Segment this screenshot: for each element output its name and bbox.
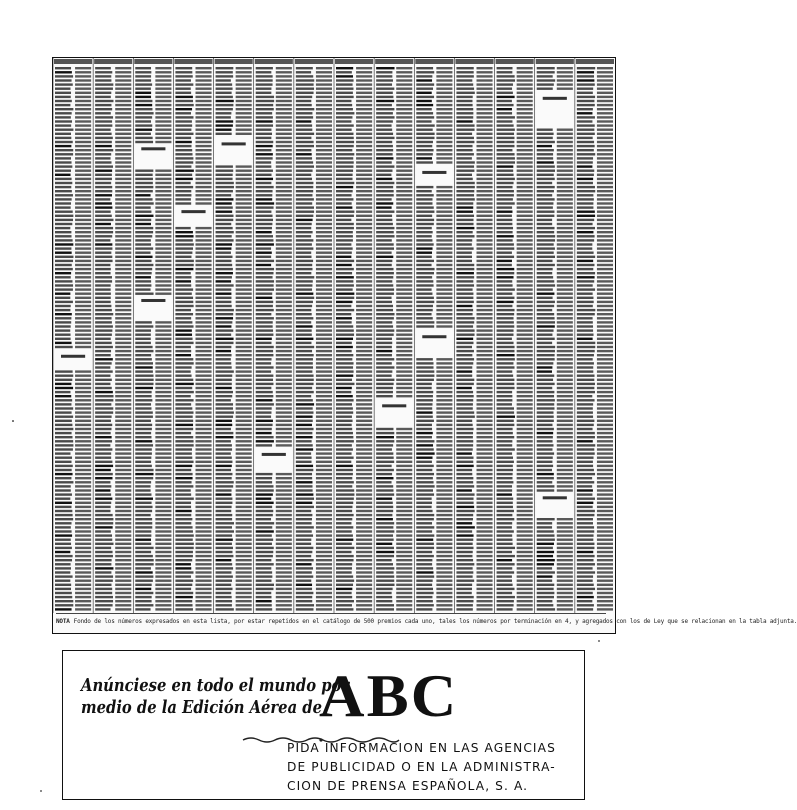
abc-logo: ABC <box>319 663 459 729</box>
abc-air-edition-advertisement <box>62 650 585 800</box>
footnote-rule <box>56 613 606 614</box>
ad-info-line-1: PIDA INFORMACION EN LAS AGENCIAS <box>287 741 556 755</box>
ad-info-line-3: CION DE PRENSA ESPAÑOLA, S. A. <box>287 779 529 793</box>
print-speck <box>40 790 42 792</box>
footnote-label: NOTA <box>56 618 70 625</box>
lottery-results-table <box>52 57 616 634</box>
ad-headline-line-2: medio de la Edición Aérea de <box>81 697 322 718</box>
number-texture <box>53 58 614 613</box>
ad-headline-line-1: Anúnciese en todo el mundo por <box>81 675 350 696</box>
table-footnote <box>56 616 797 628</box>
footnote-text: Fondo de los números expresados en esta lista, por estar repetidos en el catálogo de 500 premios cada uno, tales los números por terminación en 4, y agregados con los de Ley que se relacionan en la tabla adjunta. <box>73 618 797 625</box>
print-speck <box>12 420 14 422</box>
print-speck <box>598 640 600 642</box>
ad-info-line-2: DE PUBLICIDAD O EN LA ADMINISTRA- <box>287 760 556 774</box>
lottery-number-columns <box>53 58 615 613</box>
